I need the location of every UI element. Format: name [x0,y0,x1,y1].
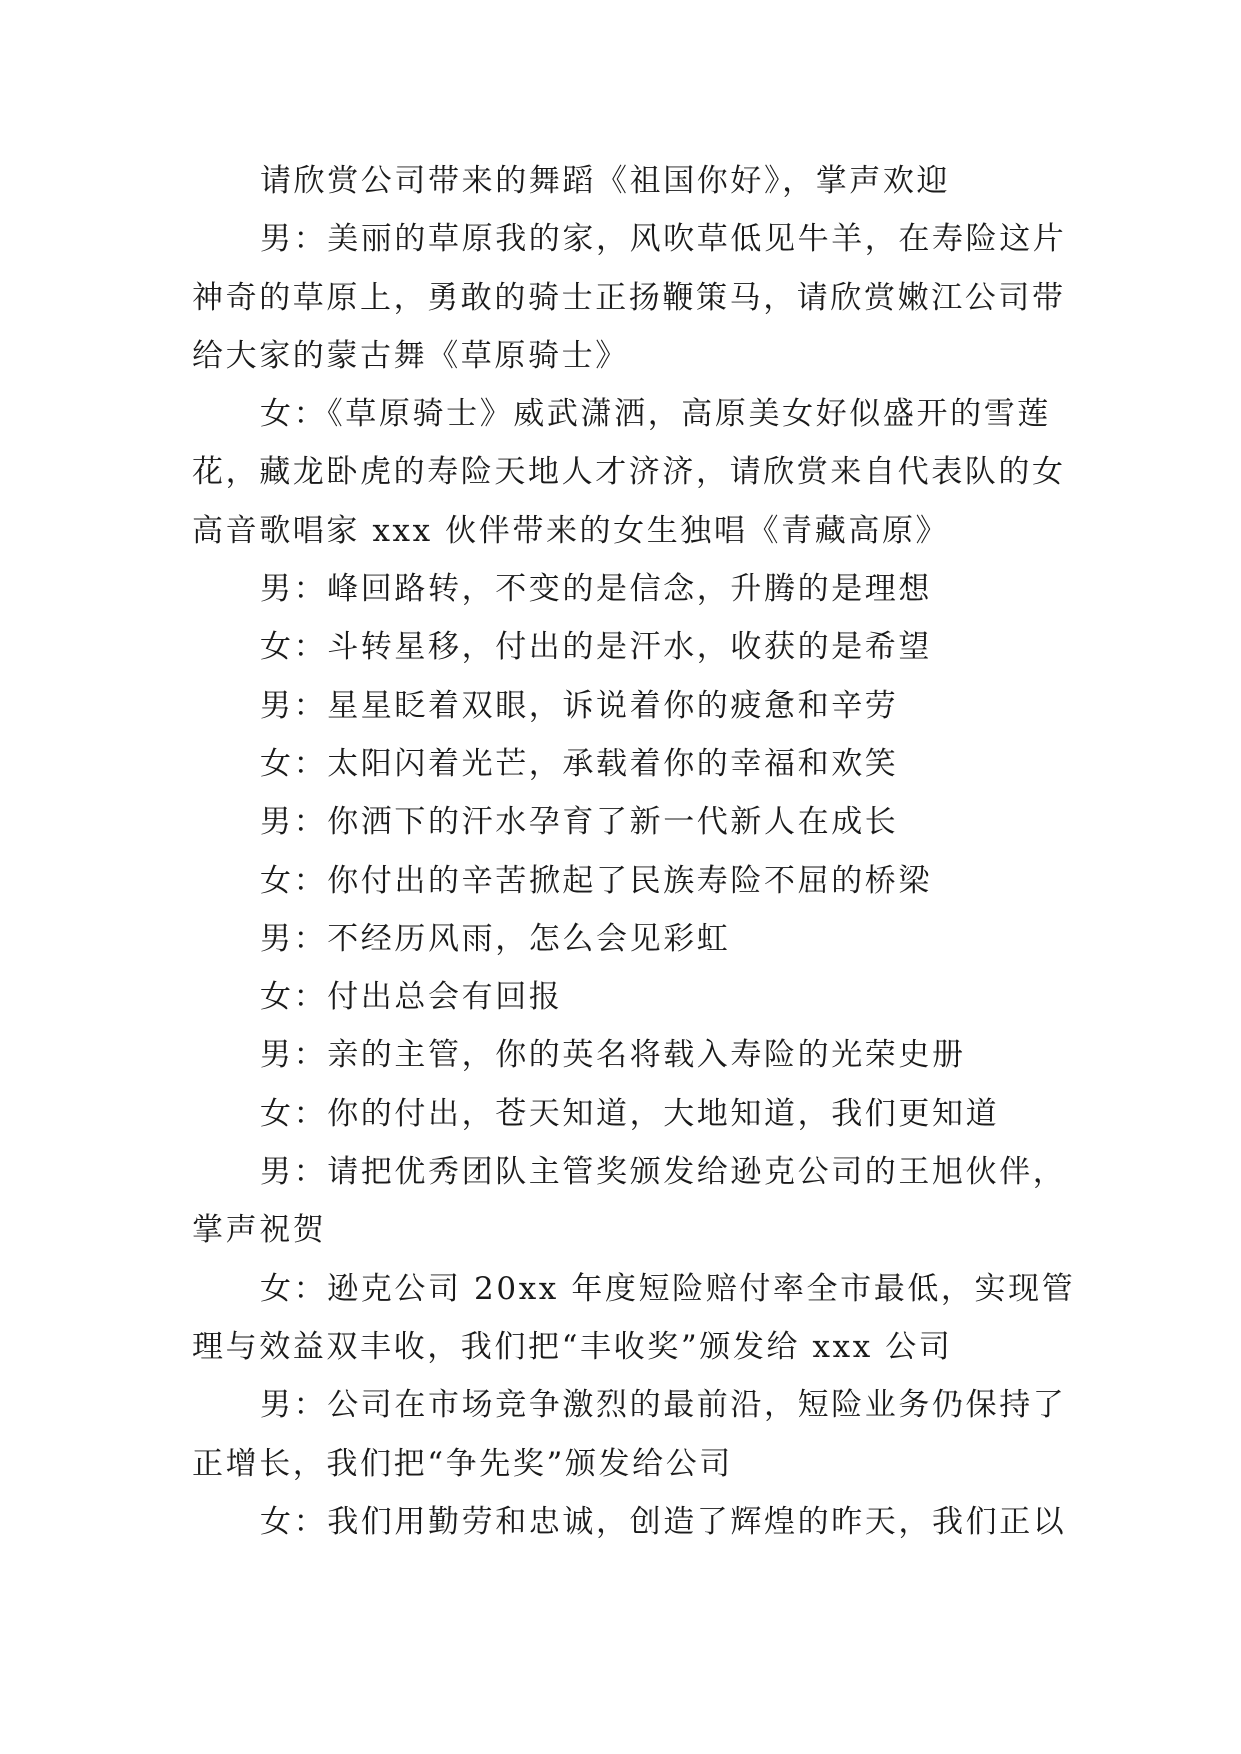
paragraph [192,1493,1067,1551]
document-body [192,152,1076,1551]
text-line: 女：我们用勤劳和忠诚，创造了辉煌的昨天，我们正以 [260,1503,1067,1540]
text-line: 男：请把优秀团队主管奖颁发给逊克公司的王旭伙伴， [260,1154,1067,1191]
text-line: 正增长，我们把“争先奖”颁发给公司 [192,1445,733,1482]
text-line: 神奇的草原上，勇敢的骑士正扬鞭策马，请欣赏嫩江公司带 [192,279,1066,316]
paragraph [192,677,1052,735]
text-line: 女：逊克公司 20xx 年度短险赔付率全市最低，实现管 [260,1270,1076,1307]
paragraph [192,210,1067,385]
paragraph [192,560,1052,618]
paragraph [192,152,1052,210]
text-line: 花，藏龙卧虎的寿险天地人才济济，请欣赏来自代表队的女 [192,454,1066,491]
text-line: 男：你洒下的汗水孕育了新一代新人在成长 [260,804,899,841]
text-line: 男：美丽的草原我的家，风吹草低见牛羊，在寿险这片 [260,221,1067,258]
text-line: 请欣赏公司带来的舞蹈《祖国你好》，掌声欢迎 [260,163,951,199]
text-line: 女：你付出的辛苦掀起了民族寿险不屈的桥梁 [260,862,932,899]
text-line: 女：《草原骑士》威武潇洒，高原美女好似盛开的雪莲 [260,396,1051,433]
text-line: 理与效益双丰收，我们把“丰收奖”颁发给 xxx 公司 [192,1328,953,1365]
paragraph [192,735,1052,793]
text-line: 女：付出总会有回报 [260,979,563,1016]
text-line: 女：斗转星移，付出的是汗水，收获的是希望 [260,629,932,666]
text-line: 男：峰回路转，不变的是信念，升腾的是理想 [260,571,932,608]
paragraph [192,910,1052,968]
paragraph [192,1143,1067,1260]
text-line: 掌声祝贺 [192,1212,327,1249]
paragraph [192,968,1052,1026]
paragraph [192,1026,1052,1084]
paragraph [192,1376,1067,1493]
text-line: 男：星星眨着双眼，诉说着你的疲惫和辛劳 [260,687,899,724]
text-line: 男：公司在市场竞争激烈的最前沿，短险业务仍保持了 [260,1387,1067,1424]
text-line: 男：不经历风雨，怎么会见彩虹 [260,920,731,957]
paragraph [192,793,1052,851]
paragraph [192,618,1052,676]
paragraph [192,852,1052,910]
paragraph [192,1260,1076,1377]
text-line: 女：太阳闪着光芒，承载着你的幸福和欢笑 [260,745,899,782]
text-line: 女：你的付出，苍天知道，大地知道，我们更知道 [260,1095,1000,1132]
text-line: 给大家的蒙古舞《草原骑士》 [192,337,629,374]
text-line: 高音歌唱家 xxx 伙伴带来的女生独唱《青藏高原》 [192,512,950,549]
paragraph [192,1085,1052,1143]
paragraph [192,385,1066,560]
text-line: 男：亲的主管，你的英名将载入寿险的光荣史册 [260,1037,966,1074]
